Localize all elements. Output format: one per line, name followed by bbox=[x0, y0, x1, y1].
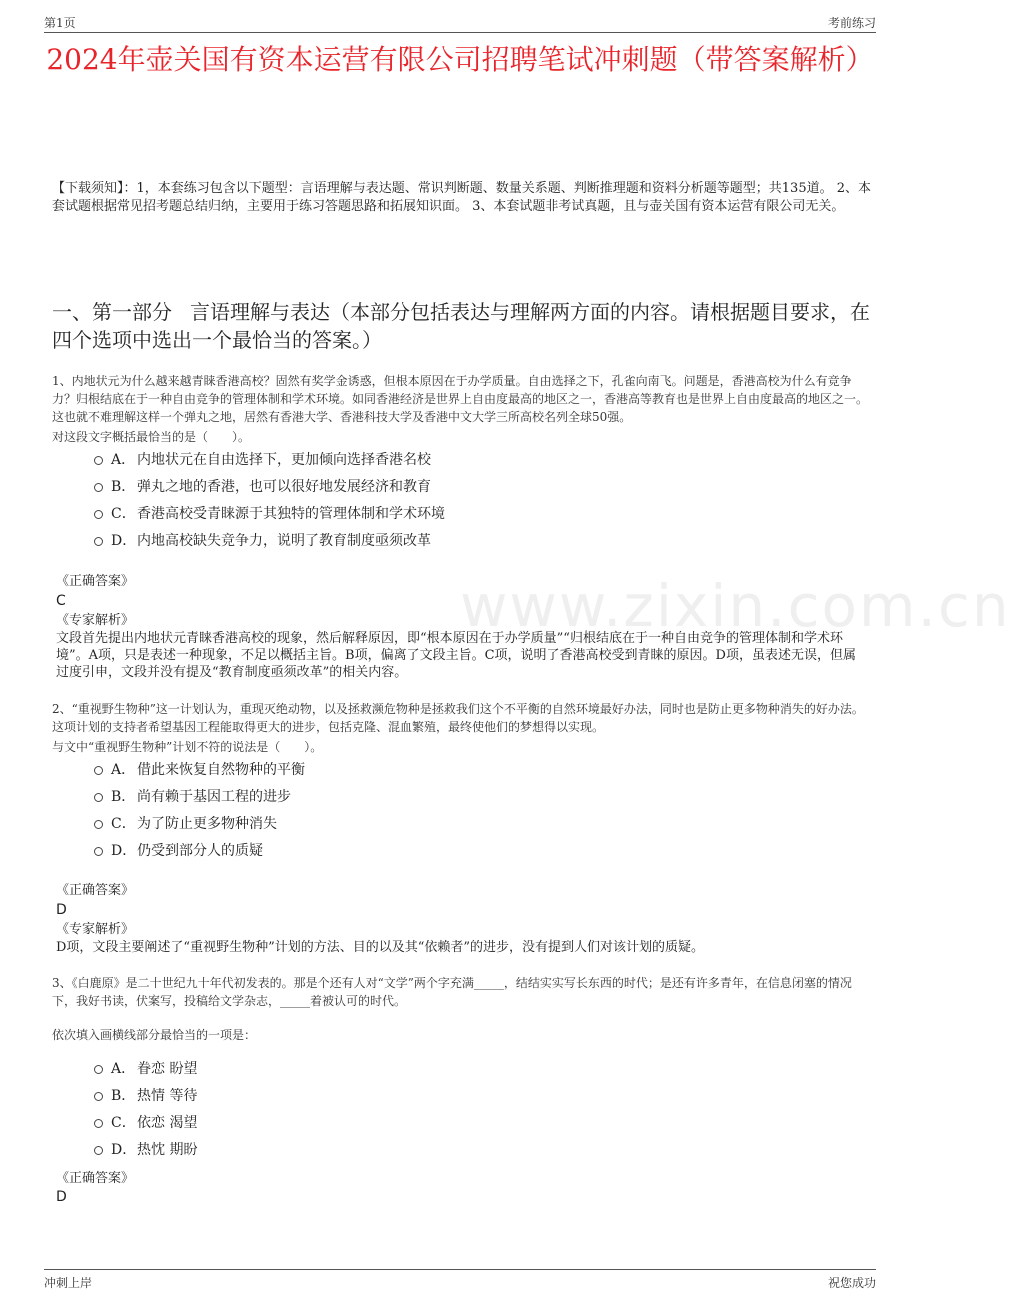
watermark: www.zixin.com.cn bbox=[460, 572, 1011, 640]
radio-icon[interactable] bbox=[94, 1119, 103, 1128]
option-a[interactable]: A． 借此来恢复自然物种的平衡 bbox=[94, 760, 305, 780]
answer-label: 《正确答案》 bbox=[56, 1171, 135, 1186]
footer-left: 冲刺上岸 bbox=[44, 1276, 93, 1290]
answer-value: D bbox=[56, 1189, 67, 1205]
page-number: 第1页 bbox=[44, 16, 76, 30]
radio-icon[interactable] bbox=[94, 537, 103, 546]
question-2-prompt: 与文中“重视野生物种”计划不符的说法是（ ）。 bbox=[52, 740, 323, 754]
question-1-stem: 1、内地状元为什么越来越青睐香港高校？固然有奖学金诱惑，但根本原因在于办学质量。自由选择之下，孔雀向南飞。问题是，香港高校为什么有竞争力？归根结底在于一种自由竞争的管理体制和学术环境。如同香港经济是世界上自由度最高的地区之一，香港高等教育也是世界上自由度最高的地区之一。这也就不难理解这样一个弹丸之地，居然有香港大学、香港科技大学及香港中文大学三所高校名列全球50强。 bbox=[52, 374, 869, 424]
option-d[interactable]: D．仍受到部分人的质疑 bbox=[94, 841, 263, 861]
footer-right: 祝您成功 bbox=[827, 1276, 876, 1290]
radio-icon[interactable] bbox=[94, 820, 103, 829]
option-c[interactable]: C．为了防止更多物种消失 bbox=[94, 814, 277, 834]
analysis-label: 《专家解析》 bbox=[56, 613, 135, 628]
option-c[interactable]: C．香港高校受青睐源于其独特的管理体制和学术环境 bbox=[94, 504, 445, 524]
option-d[interactable]: D．热忱 期盼 bbox=[94, 1140, 197, 1160]
radio-icon[interactable] bbox=[94, 1146, 103, 1155]
option-d[interactable]: D．内地高校缺失竞争力，说明了教育制度亟须改革 bbox=[94, 531, 431, 551]
question-3-prompt: 依次填入画横线部分最恰当的一项是： bbox=[52, 1028, 257, 1042]
radio-icon[interactable] bbox=[94, 766, 103, 775]
page-footer bbox=[44, 1269, 876, 1294]
document-title: 2024年壶关国有资本运营有限公司招聘笔试冲刺题（带答案解析） bbox=[46, 43, 874, 76]
section-heading bbox=[52, 298, 872, 354]
analysis-text: 文段首先提出内地状元青睐香港高校的现象，然后解释原因，即“根本原因在于办学质量”“归根结底在于一种自由竞争的管理体制和学术环境”。A项，只是表述一种现象，不足以概括主旨。B项，偏离了文段主旨。C项，说明了香港高校受到青睐的原因。D项，虽表述无误，但属过度引申，文段并没有提及“教育制度亟须改革”的相关内容。 bbox=[56, 631, 856, 680]
answer-value: D bbox=[56, 902, 67, 918]
option-a[interactable]: A． 内地状元在自由选择下，更加倾向选择香港名校 bbox=[94, 450, 431, 470]
answer-label: 《正确答案》 bbox=[56, 574, 135, 589]
question-3-stem: 3、《白鹿原》是二十世纪九十年代初发表的。那是个还有人对“文学”两个字充满_____，结结实实写长东西的时代；是还有许多青年，在信息闭塞的情况下，我好书读，伏案写，投稿给文学杂志，_____着被认可的时代。 bbox=[52, 976, 852, 1008]
radio-icon[interactable] bbox=[94, 1065, 103, 1074]
page-header bbox=[44, 12, 876, 33]
radio-icon[interactable] bbox=[94, 847, 103, 856]
section-number: 一、第一部分 bbox=[52, 300, 172, 324]
analysis-label: 《专家解析》 bbox=[56, 922, 135, 937]
radio-icon[interactable] bbox=[94, 1092, 103, 1101]
radio-icon[interactable] bbox=[94, 456, 103, 465]
section-title: 言语理解与表达（本部分包括表达与理解两方面的内容。请根据题目要求，在四个选项中选出一个最恰当的答案。） bbox=[52, 300, 870, 352]
radio-icon[interactable] bbox=[94, 510, 103, 519]
question-2-stem: 2、“重视野生物种”这一计划认为，重现灭绝动物，以及拯救濒危物种是拯救我们这个不平衡的自然环境最好办法，同时也是防止更多物种消失的好办法。这项计划的支持者希望基因工程能取得更大的进步，包括克隆、混血繁殖，最终使他们的梦想得以实现。 bbox=[52, 702, 864, 734]
radio-icon[interactable] bbox=[94, 483, 103, 492]
answer-value: C bbox=[56, 593, 66, 609]
option-a[interactable]: A． 眷恋 盼望 bbox=[94, 1059, 197, 1079]
option-b[interactable]: B． 弹丸之地的香港，也可以很好地发展经济和教育 bbox=[94, 477, 431, 497]
download-notice: 【下载须知】：1，本套练习包含以下题型：言语理解与表达题、常识判断题、数量关系题、判断推理题和资料分析题等题型；共135道。 2、本套试题根据常见招考题总结归纳，主要用于练习答题思路和拓展知识面。 3、本套试题非考试真题，且与壶关国有资本运营有限公司无关。 bbox=[52, 181, 871, 214]
header-label: 考前练习 bbox=[827, 16, 876, 30]
option-b[interactable]: B． 尚有赖于基因工程的进步 bbox=[94, 787, 291, 807]
analysis-text: D项，文段主要阐述了“重视野生物种”计划的方法、目的以及其“依赖者”的进步，没有提到人们对该计划的质疑。 bbox=[56, 940, 705, 955]
question-1-prompt: 对这段文字概括最恰当的是（ ）。 bbox=[52, 430, 251, 444]
radio-icon[interactable] bbox=[94, 793, 103, 802]
option-b[interactable]: B． 热情 等待 bbox=[94, 1086, 197, 1106]
answer-label: 《正确答案》 bbox=[56, 883, 135, 898]
option-c[interactable]: C．依恋 渴望 bbox=[94, 1113, 197, 1133]
